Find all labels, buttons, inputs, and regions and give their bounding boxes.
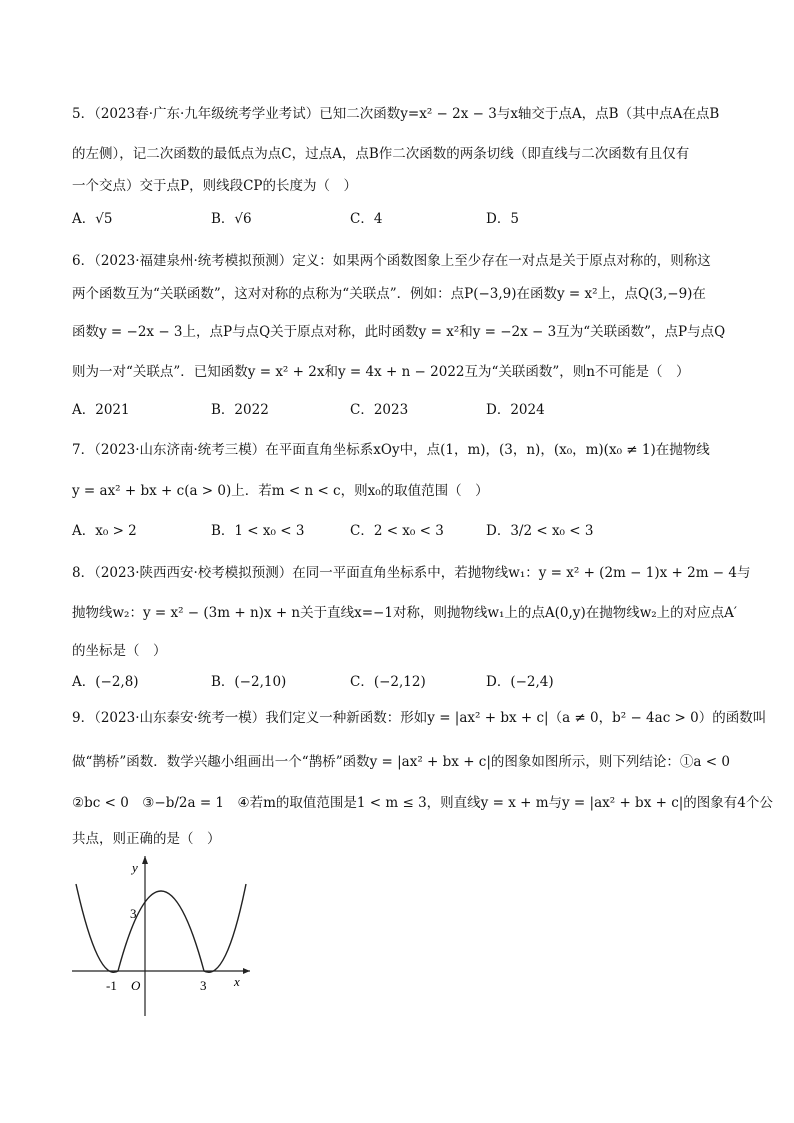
- q5-option-d: D．5: [486, 211, 519, 227]
- q8-option-d: D．(−2,4): [486, 674, 554, 690]
- q7-option-d: D．3/2 < x₀ < 3: [486, 523, 594, 539]
- q6-line-2: 两个函数互为“关联函数”，这对对称的点称为“关联点”．例如：点P(−3,9)在函数y = x²上，点Q(3,−9)在: [72, 286, 706, 302]
- y-axis-arrow: [142, 856, 148, 864]
- curve-middle-arch: [118, 891, 204, 971]
- curve-left-branch: [76, 884, 118, 972]
- q5-line-3: 一个交点）交于点P，则线段CP的长度为（ ）: [72, 178, 357, 194]
- q6-option-a: A．2021: [72, 402, 130, 418]
- q6-line-3: 函数y = −2x − 3上，点P与点Q关于原点对称，此时函数y = x²和y = −2x − 3互为“关联函数”，点P与点Q: [72, 324, 726, 340]
- q6-option-c: C．2023: [350, 402, 409, 418]
- q9-line-1: 9．（2023·山东泰安·统考一模）我们定义一种新函数：形如y = |ax² + bx + c|（a ≠ 0，b² − 4ac > 0）的函数叫: [72, 710, 767, 726]
- q8-option-a: A．(−2,8): [72, 674, 139, 690]
- q6-option-b: B．2022: [211, 402, 269, 418]
- curve-right-branch: [204, 884, 246, 972]
- q9-line-4: 共点，则正确的是（ ）: [72, 831, 221, 847]
- x-axis-arrow: [243, 968, 250, 974]
- q5-option-b: B．√6: [211, 211, 252, 227]
- q6-option-d: D．2024: [486, 402, 545, 418]
- tick-label-neg1: -1: [106, 978, 117, 993]
- q9-line-3: ②bc < 0 ③−b/2a = 1 ④若m的取值范围是1 < m ≤ 3，则直线y = x + m与y = |ax² + bx + c|的图象有4个公: [72, 795, 773, 811]
- q9-function-graph: [60, 848, 260, 1018]
- q7-options: [72, 521, 732, 541]
- q5-option-c: C．4: [350, 211, 383, 227]
- tick-label-y3: 3: [130, 906, 137, 921]
- q7-option-b: B．1 < x₀ < 3: [211, 523, 305, 539]
- y-axis-label: y: [132, 860, 138, 875]
- origin-label: O: [131, 978, 141, 993]
- q5-line-2: 的左侧），记二次函数的最低点为点C，过点A，点B作二次函数的两条切线（即直线与二次函数有且仅有: [72, 146, 690, 162]
- q8-option-c: C．(−2,12): [350, 674, 426, 690]
- q7-option-a: A．x₀ > 2: [72, 523, 137, 539]
- q6-line-1: 6．（2023·福建泉州·统考模拟预测）定义：如果两个函数图象上至少存在一对点是关于原点对称的，则称这: [72, 253, 711, 269]
- q8-option-b: B．(−2,10): [211, 674, 287, 690]
- q9-line-2: 做“鹊桥”函数．数学兴趣小组画出一个“鹊桥”函数y = |ax² + bx + c|的图象如图所示，则下列结论：①a < 0: [72, 754, 730, 770]
- q7-line-1: 7．（2023·山东济南·统考三模）在平面直角坐标系xOy中，点(1，m)，(3，n)，(x₀，m)(x₀ ≠ 1)在抛物线: [72, 442, 710, 458]
- q8-options: [72, 672, 732, 692]
- q5-options: [72, 209, 732, 229]
- q7-line-2: y = ax² + bx + c(a > 0)上．若m < n < c，则x₀的取值范围（ ）: [72, 483, 489, 499]
- q8-line-2: 抛物线w₂：y = x² − (3m + n)x + n关于直线x=−1对称，则抛物线w₁上的点A(0,y)在抛物线w₂上的对应点A′: [72, 605, 737, 621]
- tick-label-x3: 3: [200, 978, 207, 993]
- q7-option-c: C．2 < x₀ < 3: [350, 523, 444, 539]
- q8-line-3: 的坐标是（ ）: [72, 643, 167, 659]
- q6-options: [72, 400, 732, 420]
- q6-line-4: 则为一对“关联点”．已知函数y = x² + 2x和y = 4x + n − 2022互为“关联函数”，则n不可能是（ ）: [72, 364, 690, 380]
- q5-line-1: 5．（2023春·广东·九年级统考学业考试）已知二次函数y=x² − 2x − 3与x轴交于点A，点B（其中点A在点B: [72, 106, 720, 122]
- x-axis-label: x: [234, 974, 240, 989]
- q8-line-1: 8．（2023·陕西西安·校考模拟预测）在同一平面直角坐标系中，若抛物线w₁：y = x² + (2m − 1)x + 2m − 4与: [72, 565, 751, 581]
- q5-option-a: A．√5: [72, 211, 113, 227]
